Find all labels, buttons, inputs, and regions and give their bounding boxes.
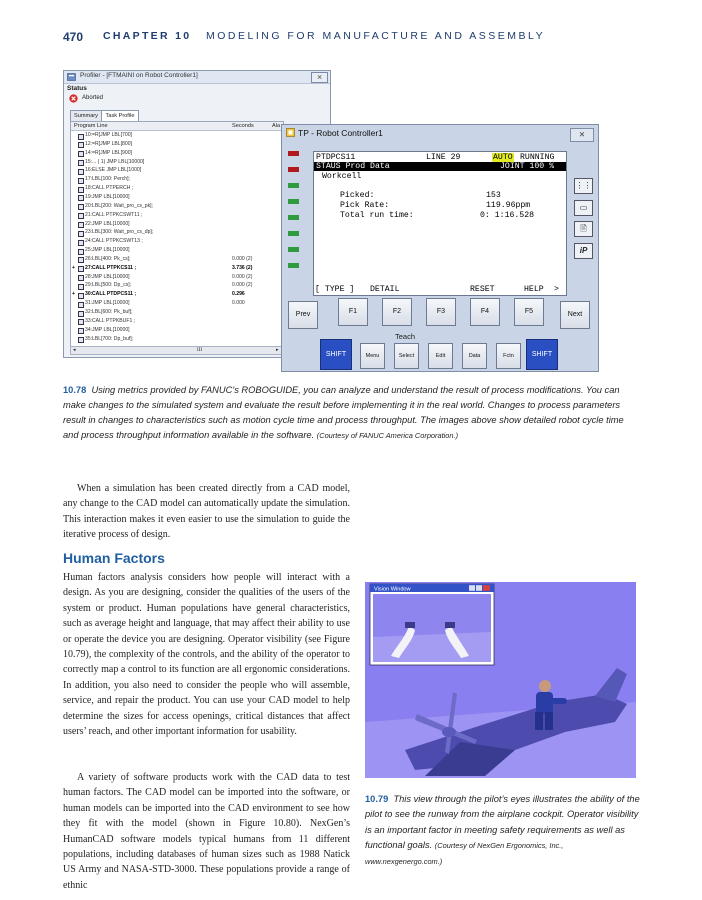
table-row[interactable] <box>71 291 283 299</box>
table-row[interactable] <box>71 247 283 255</box>
figure-10-79-caption <box>365 792 640 869</box>
picked-value: 153 <box>486 191 501 200</box>
program-line-icon <box>78 293 84 299</box>
line-code: =R[JMP LBL[800] <box>92 140 132 147</box>
figure-number: 10.78 <box>63 385 87 395</box>
table-row[interactable] <box>71 229 283 237</box>
line-number: 28: <box>85 273 93 280</box>
status-led <box>288 151 299 156</box>
section-heading: Human Factors <box>63 550 165 566</box>
program-line-icon <box>78 187 84 193</box>
tp-display <box>313 151 567 296</box>
program-line-icon <box>78 151 84 157</box>
table-row[interactable] <box>71 167 283 175</box>
line-number: 17: <box>85 176 93 183</box>
table-row[interactable] <box>71 194 283 202</box>
caption-credit: (Courtesy of FANUC America Corporation.) <box>316 431 459 440</box>
program-line-icon <box>78 266 84 272</box>
line-code: LBL[700: Dp_buf]; <box>92 335 134 342</box>
column-header-program-line[interactable]: Program Line <box>74 123 108 129</box>
status-text: STAUS Prod Data <box>316 162 390 171</box>
profiler-close-button[interactable]: ⨯ <box>311 72 328 83</box>
chapter-title: MODELING FOR MANUFACTURE AND ASSEMBLY <box>206 30 546 42</box>
program-line-icon <box>78 178 84 184</box>
line-number: 15: <box>85 158 93 165</box>
document-icon[interactable]: 🗎 <box>574 221 593 237</box>
figure-10-78-caption <box>63 383 633 443</box>
line-code: JMP LBL[10000] <box>92 273 130 280</box>
vision-window <box>370 584 494 665</box>
tab-summary[interactable]: Summary <box>70 110 102 122</box>
edit-key[interactable]: Edit <box>428 343 453 369</box>
softkey-help[interactable]: HELP <box>524 285 544 294</box>
run-state: RUNNING <box>520 153 555 162</box>
line-number: 23: <box>85 229 93 236</box>
ip-icon[interactable]: iP <box>574 243 593 259</box>
caption-text: Using metrics provided by FANUC’s ROBOGUIDE, you can analyze and understand the result of process modifications. You can make changes to the simulated system and evaluate the result before implementing it in the real world. Changes to process parameters result in changes to characteristics such as motion cycle time and process throughput. The images above show detailed robot cycle time and process throughput information available in the software. <box>63 385 624 440</box>
program-line-icon <box>78 204 84 210</box>
status-led <box>288 247 299 252</box>
line-code: LBL[200: Wait_pro_cs_pk]; <box>92 202 153 209</box>
select-key[interactable]: Select <box>394 343 419 369</box>
line-seconds: 0.000 (2) <box>232 273 253 280</box>
table-row[interactable] <box>71 238 283 246</box>
line-number: 12: <box>85 140 93 147</box>
profiler-app-icon <box>67 73 76 81</box>
profiler-title: Profiler - [FTMAINI on Robot Controller1] <box>80 72 198 79</box>
program-line-icon <box>78 134 84 140</box>
program-line-icon <box>78 249 84 255</box>
table-row[interactable] <box>71 150 283 158</box>
table-row[interactable] <box>71 256 283 264</box>
tp-app-icon <box>286 128 295 137</box>
softkey-detail[interactable]: DETAIL <box>370 285 400 294</box>
program-line-icon <box>78 169 84 175</box>
program-line-icon <box>78 142 84 148</box>
line-seconds: 0.296 <box>232 291 245 298</box>
line-seconds: 0.000 <box>232 300 245 307</box>
line-number: 10: <box>85 132 93 138</box>
table-row[interactable] <box>71 185 283 193</box>
tab-task-profile[interactable]: Task Profile <box>101 110 139 122</box>
softkey-next[interactable]: > <box>554 285 559 294</box>
error-icon <box>69 94 78 103</box>
vision-max-icon[interactable] <box>476 585 482 591</box>
row-expander[interactable]: + <box>72 291 75 298</box>
program-line-icon <box>78 337 84 343</box>
vision-close-icon[interactable] <box>483 585 490 591</box>
line-number: 21: <box>85 211 93 218</box>
line-number: 25: <box>85 247 93 254</box>
line-number: 14: <box>85 149 93 156</box>
tp-title: TP - Robot Controller1 <box>298 128 383 138</box>
page-number: 470 <box>63 30 84 44</box>
status-led <box>288 167 299 172</box>
line-number: 18: <box>85 185 93 192</box>
figure-number: 10.79 <box>365 794 389 804</box>
softkey-type[interactable]: [ TYPE ] <box>315 285 355 294</box>
line-seconds: 0.000 (2) <box>232 255 253 262</box>
status-led <box>288 183 299 188</box>
shift-key-left[interactable]: SHIFT <box>320 339 352 370</box>
keypad-icon[interactable]: ⋮⋮ <box>574 178 593 194</box>
line-seconds: 3.736 (2) <box>232 264 253 271</box>
caption-credit: (Courtesy of NexGen Ergonomics, Inc., www.nexgenergo.com.) <box>365 841 564 866</box>
pick-rate-label: Pick Rate: <box>340 201 390 210</box>
line-code: CALL PTPKCS11 ; <box>92 264 137 271</box>
line-number: 22: <box>85 220 93 227</box>
line-number: 20: <box>85 202 93 209</box>
table-row[interactable] <box>71 336 283 344</box>
program-line-icon <box>78 160 84 166</box>
fctn-key[interactable]: Fctn <box>496 343 521 369</box>
f1-key[interactable]: F1 <box>338 298 368 326</box>
vision-ground <box>373 632 491 662</box>
propeller-hub <box>442 727 456 737</box>
scroll-left-icon[interactable]: ◂ <box>73 348 76 353</box>
program-line-icon <box>78 275 84 281</box>
chapter-label: CHAPTER 10 <box>103 30 192 42</box>
pick-rate-value: 119.96ppm <box>486 201 531 210</box>
workcell-label: Workcell <box>322 172 362 181</box>
column-header-seconds[interactable]: Seconds <box>232 123 254 129</box>
program-line-icon <box>78 311 84 317</box>
table-row[interactable] <box>71 221 283 229</box>
pilot-view-simulation <box>365 582 636 778</box>
status-led <box>288 263 299 268</box>
line-number: 32: <box>85 309 93 315</box>
line-code: =R[JMP LBL[700] <box>92 132 132 138</box>
program-line-icon <box>78 213 84 219</box>
table-row[interactable] <box>71 300 283 308</box>
line-code: JMP LBL[10000] <box>92 193 130 200</box>
scroll-thumb[interactable]: III <box>197 348 202 353</box>
table-row[interactable] <box>71 132 283 140</box>
run-time-label: Total run time: <box>340 211 414 220</box>
vision-window-title: Vision Window <box>374 586 411 593</box>
table-row[interactable] <box>71 318 283 326</box>
line-number: 24: <box>85 238 93 245</box>
next-button[interactable]: Next <box>560 301 590 329</box>
line-code: CALL PTPKBUF1 ; <box>92 317 136 324</box>
line-code: LBL[100: Perch]; <box>92 176 130 183</box>
line-number: 31: <box>85 300 93 307</box>
program-name: PTDPCS11 <box>316 153 356 162</box>
program-line-icon <box>78 240 84 246</box>
f5-key[interactable]: F5 <box>514 298 544 326</box>
picked-label: Picked: <box>340 191 375 200</box>
program-line-icon <box>78 284 84 290</box>
table-row[interactable] <box>71 274 283 282</box>
line-code: JMP LBL[10000] <box>92 326 130 333</box>
line-indicator: LINE 29 <box>426 153 461 162</box>
profiler-titlebar <box>64 71 330 84</box>
run-time-value: 0: 1:16.528 <box>480 211 535 220</box>
teach-pendant-window <box>281 124 599 372</box>
keyboard-icon[interactable]: ▭ <box>574 200 593 216</box>
line-number: 16: <box>85 167 93 174</box>
prev-button[interactable]: Prev <box>288 301 318 329</box>
program-line-icon <box>78 302 84 308</box>
vision-min-icon[interactable] <box>469 585 475 591</box>
table-header <box>71 122 283 131</box>
status-label: Status <box>67 85 87 92</box>
teach-label: Teach <box>395 332 416 341</box>
joint-speed: JOINT 100 % <box>500 162 555 171</box>
status-led <box>288 199 299 204</box>
line-code: CALL PTPKCSWT11 ; <box>92 211 143 218</box>
column-header-ala[interactable]: Ala <box>272 123 281 129</box>
profile-table <box>70 121 284 347</box>
f3-key[interactable]: F3 <box>426 298 456 326</box>
table-row[interactable] <box>71 282 283 290</box>
menu-key[interactable]: Menu <box>360 343 385 369</box>
status-led <box>288 231 299 236</box>
line-number: 29: <box>85 282 93 289</box>
line-code: LBL[300: Wait_pro_cs_dp]; <box>92 229 154 236</box>
table-row[interactable] <box>71 141 283 149</box>
program-line-icon <box>78 257 84 263</box>
line-code: ... ( 1) JMP LBL[10000] <box>92 158 145 165</box>
body-paragraph: A variety of software products work with the CAD data to test human factors. The CAD model can be imported into the software, or human models can be imported into the CAD environment to see how they fit with the model (shown in Figure 10.80). NexGen’s HumanCAD software models typical humans from 11 different populations, including databases of human sizes such as 1988 Natick US Army and NASA-STD-3000. These populations provide a range of ethnic <box>63 772 350 891</box>
tp-close-button[interactable]: ⨯ <box>570 128 594 142</box>
line-code: ELSE JMP LBL[1000] <box>92 167 142 174</box>
program-line-icon <box>78 328 84 334</box>
line-code: JMP LBL[10000] <box>92 220 130 227</box>
line-code: LBL[500: Dp_cs]; <box>92 282 132 289</box>
body-paragraph: When a simulation has been created directly from a CAD model, any change to the CAD model can automatically update the simulation. This interaction makes it even easier to use the simulation to guide the iterative process of design. <box>63 483 350 541</box>
line-code: CALL PTDPCS11 ; <box>92 291 137 298</box>
row-expander[interactable]: + <box>72 264 75 271</box>
shift-key-right[interactable]: SHIFT <box>526 339 558 370</box>
line-code: CALL PTPKCSWT13 ; <box>92 238 143 245</box>
program-line-icon <box>78 319 84 325</box>
line-number: 30: <box>85 291 93 298</box>
table-row[interactable] <box>71 203 283 211</box>
table-row[interactable] <box>71 327 283 335</box>
table-row[interactable] <box>71 159 283 167</box>
mode-indicator: AUTO <box>493 153 513 162</box>
line-code: LBL[600: Pk_buf]; <box>92 309 133 315</box>
line-code: =R[JMP LBL[900] <box>92 149 132 156</box>
line-code: JMP LBL[10000] <box>92 247 130 254</box>
line-number: 27: <box>85 264 93 271</box>
line-number: 34: <box>85 326 93 333</box>
status-bar <box>314 162 566 171</box>
table-row[interactable] <box>71 176 283 184</box>
line-code: CALL PTPERCH ; <box>92 185 134 192</box>
line-code: LBL[400: Pk_cs]; <box>92 255 131 262</box>
line-seconds: 0.000 (2) <box>232 282 253 289</box>
table-row[interactable] <box>71 309 283 317</box>
program-line-icon <box>78 222 84 228</box>
table-row[interactable] <box>71 212 283 220</box>
body-paragraph: Human factors analysis considers how people will interact with a design. As you are designing, consider the qualities of the users of the system or product. Human populations have general characteristics, such as average height and language, that may affect their ability to use or operate the device you are designing. Operator visibility (see Figure 10.79), the complexity of the controls, and the ability of the operator to correctly map a control to its function are all ergonomic considerations. In addition, you also need to consider the people who will assemble, service, and repair the product. You can use your CAD model to help determine the sizes for access openings, critical distances that affect users’ reach, and other important information for usability. <box>63 572 350 738</box>
line-number: 19: <box>85 193 93 200</box>
scroll-right-icon[interactable]: ▸ <box>276 348 279 353</box>
line-number: 35: <box>85 335 93 342</box>
line-number: 26: <box>85 255 93 262</box>
f2-key[interactable]: F2 <box>382 298 412 326</box>
caption-text: This view through the pilot’s eyes illustrates the ability of the pilot to see the runway from the airplane cockpit. Operator visibility is an important factor in meeting safety requirements as well as functional goals. <box>365 794 640 851</box>
data-key[interactable]: Data <box>462 343 487 369</box>
line-number: 33: <box>85 317 93 324</box>
f4-key[interactable]: F4 <box>470 298 500 326</box>
status-led <box>288 215 299 220</box>
softkey-reset[interactable]: RESET <box>470 285 495 294</box>
table-row[interactable] <box>71 265 283 273</box>
program-line-icon <box>78 195 84 201</box>
line-code: JMP LBL[10000] <box>92 300 130 307</box>
horizontal-scrollbar[interactable] <box>70 346 284 355</box>
program-line-icon <box>78 231 84 237</box>
status-value: Aborted <box>82 95 104 101</box>
